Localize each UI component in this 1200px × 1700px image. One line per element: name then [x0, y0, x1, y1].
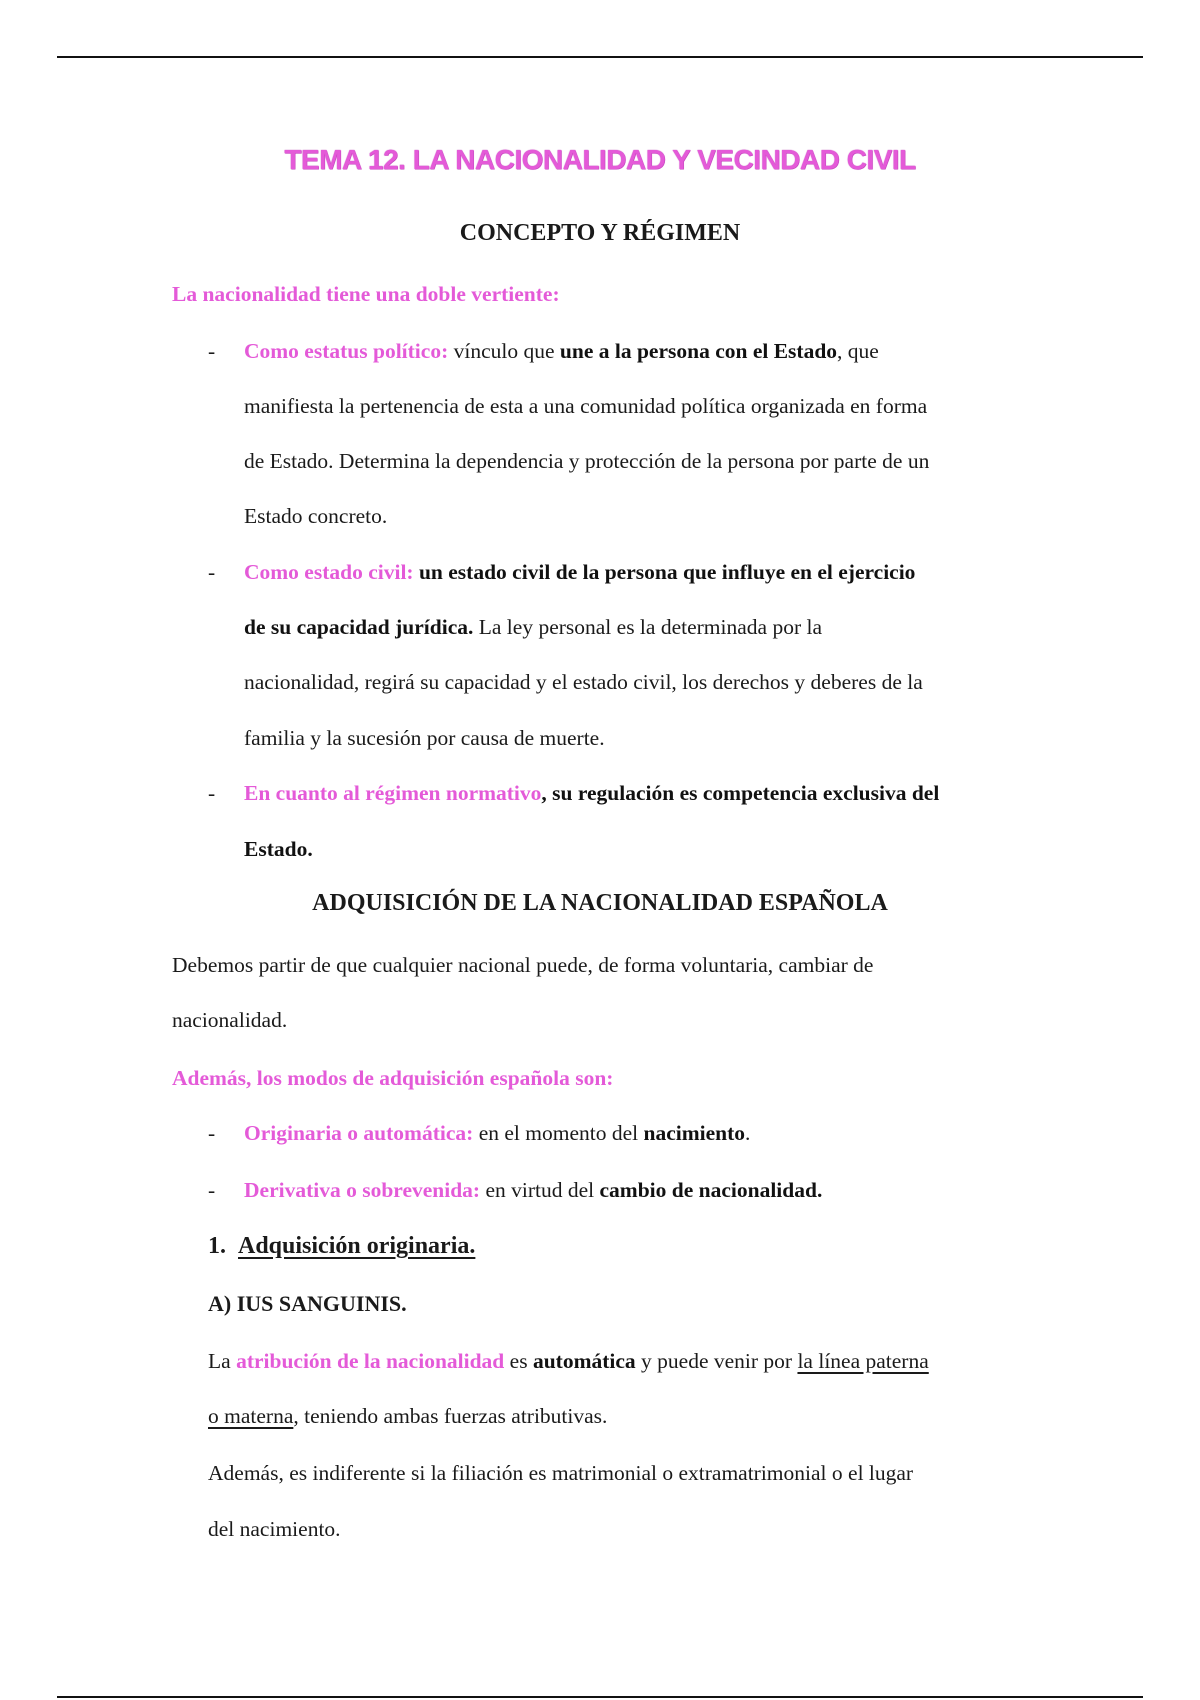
- bullet1-label: Como estatus político:: [244, 339, 449, 363]
- modes-intro-text: Además, los modos de adquisición española son:: [172, 1066, 614, 1090]
- section1-intro: [172, 279, 560, 309]
- ius-para1-line1: [208, 1346, 929, 1376]
- bullet1-text-a: vínculo que: [448, 339, 560, 363]
- p1-bold: automática: [532, 1349, 636, 1373]
- bullet2-line1: [244, 557, 915, 587]
- mode1-text-c: .: [745, 1121, 751, 1145]
- bullet1-line4: Estado concreto.: [244, 504, 388, 528]
- bullet1-line3: de Estado. Determina la dependencia y protección de la persona por parte de un: [244, 449, 930, 473]
- ius-para1-line2: [208, 1401, 607, 1431]
- mode-derivativa: [244, 1175, 822, 1205]
- bottom-rule: [57, 1696, 1143, 1698]
- ius-para2-line1: Además, es indiferente si la filiación es matrimonial o extramatrimonial o el lugar: [208, 1461, 914, 1485]
- bullet3-line2: [244, 834, 313, 864]
- bullet1-line2: manifiesta la pertenencia de esta a una comunidad política organizada en forma: [244, 394, 928, 418]
- section-heading-adquisicion: ADQUISICIÓN DE LA NACIONALIDAD ESPAÑOLA: [312, 890, 888, 916]
- bullet-dash: -: [208, 1121, 216, 1145]
- mode1-text-a: en el momento del: [473, 1121, 644, 1145]
- bullet2-line2-text: La ley personal es la determinada por la: [473, 615, 823, 639]
- bullet2-line4: familia y la sucesión por causa de muerte.: [244, 726, 605, 750]
- mode2-label: Derivativa o sobrevenida:: [244, 1178, 481, 1202]
- ius-para2-line2: del nacimiento.: [208, 1517, 341, 1541]
- mode2-text-a: en virtud del: [480, 1178, 600, 1202]
- bullet2-text-bold: un estado civil de la persona que influye en el ejercicio: [413, 560, 916, 584]
- p1-underlined: la línea paterna: [797, 1349, 929, 1373]
- bullet1-line1: [244, 336, 879, 366]
- p1-text-c: y puede venir por: [635, 1349, 798, 1373]
- bullet2-label: Como estado civil:: [244, 560, 414, 584]
- p1-line2-underlined: o materna: [208, 1404, 294, 1428]
- bullet-dash: -: [208, 560, 216, 584]
- numbered-heading: [208, 1231, 475, 1261]
- p1-pink: atribución de la nacionalidad: [236, 1349, 505, 1373]
- numbered-heading-number: 1.: [208, 1233, 226, 1259]
- bullet-dash: -: [208, 781, 216, 805]
- bullet3-text-bold: , su regulación es competencia exclusiva del: [541, 781, 940, 805]
- bullet1-text-c: , que: [837, 339, 879, 363]
- modes-intro: [172, 1063, 613, 1093]
- mode1-label: Originaria o automática:: [244, 1121, 474, 1145]
- p1-text-b: es: [504, 1349, 533, 1373]
- p1-line2-rest: , teniendo ambas fuerzas atributivas.: [293, 1404, 608, 1428]
- section2-intro-line1: Debemos partir de que cualquier nacional puede, de forma voluntaria, cambiar de: [172, 953, 874, 977]
- section-heading-concepto: CONCEPTO Y RÉGIMEN: [459, 220, 741, 246]
- numbered-heading-text: Adquisición originaria.: [238, 1233, 476, 1259]
- bullet-dash: -: [208, 339, 216, 363]
- bullet3-label: En cuanto al régimen normativo: [244, 781, 542, 805]
- bullet1-text-bold: une a la persona con el Estado: [559, 339, 838, 363]
- p1-text-a: La: [208, 1349, 237, 1373]
- mode-originaria: [244, 1118, 750, 1148]
- document-title: TEMA 12. LA NACIONALIDAD Y VECINDAD CIVIL: [284, 144, 916, 175]
- bullet-dash: -: [208, 1178, 216, 1202]
- section2-intro-line2: nacionalidad.: [172, 1008, 288, 1032]
- bullet2-line2-bold: de su capacidad jurídica.: [244, 615, 474, 639]
- bullet2-line2: [244, 612, 822, 642]
- mode2-text-bold: cambio de nacionalidad.: [599, 1178, 823, 1202]
- mode1-text-bold: nacimiento: [643, 1121, 746, 1145]
- intro-text: La nacionalidad tiene una doble vertiente:: [172, 282, 560, 306]
- bullet3-line2-bold: Estado.: [244, 837, 313, 861]
- sub-heading-ius-sanguinis: A) IUS SANGUINIS.: [208, 1291, 407, 1316]
- top-rule: [57, 56, 1143, 58]
- bullet3-line1: [244, 778, 939, 808]
- bullet2-line3: nacionalidad, regirá su capacidad y el estado civil, los derechos y deberes de la: [244, 670, 923, 694]
